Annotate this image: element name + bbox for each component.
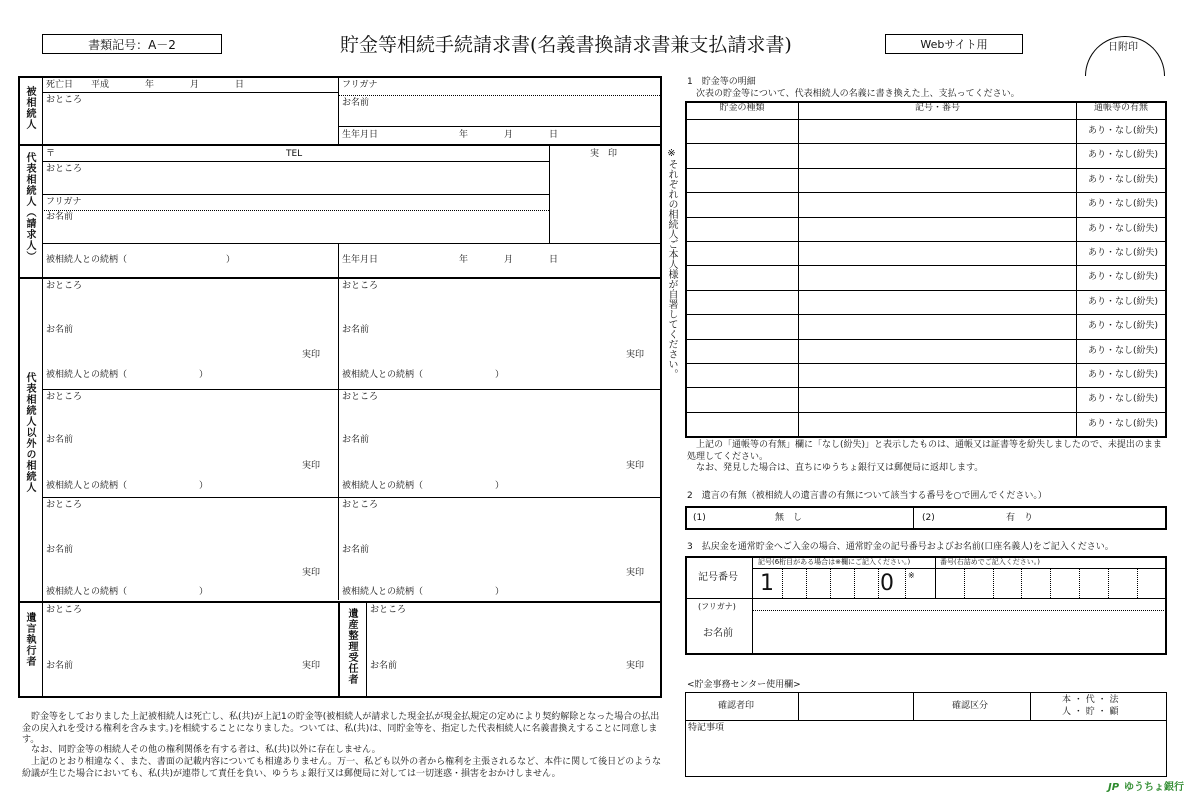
heir2-right-address[interactable]: おところ bbox=[342, 392, 379, 402]
deposit-type-cell[interactable] bbox=[686, 364, 798, 386]
left-form-frame bbox=[18, 76, 662, 698]
bottom-para-3: 上記のとおり相違なく、また、書面の記載内容についても相違ありません。万一、私ども以外の者から権利を主張されるなど、本件に関して後日どのような紛議が生じた場合においても、私(共)が連帯して責任を負い、ゆうちょ銀行又は郵便局に対しては一切迷惑・損害をおかけしません。 bbox=[22, 757, 662, 779]
kigo-note: 記号(6桁目がある場合は※欄にご記入ください。) bbox=[758, 558, 911, 566]
account-digit-6[interactable]: 0 bbox=[880, 571, 894, 596]
rep-name-label[interactable]: お名前 bbox=[46, 212, 74, 222]
deposit-passbook-cell[interactable]: あり・なし(紛失) bbox=[1088, 321, 1159, 332]
deposit-passbook-cell[interactable]: あり・なし(紛失) bbox=[1088, 394, 1159, 405]
heir1-right-relation[interactable]: 被相続人との続柄（ ） bbox=[342, 370, 505, 380]
heir2-right-relation[interactable]: 被相続人との続柄（ ） bbox=[342, 481, 505, 491]
heir3-left-relation[interactable]: 被相続人との続柄（ ） bbox=[46, 587, 209, 597]
deposit-passbook-cell[interactable]: あり・なし(紛失) bbox=[1088, 174, 1159, 185]
deposit-number-cell[interactable] bbox=[799, 388, 1075, 410]
deposit-number-cell[interactable] bbox=[799, 193, 1075, 215]
kigo-digit-divider bbox=[782, 569, 783, 598]
s1-note1: 上記の「通帳等の有無」欄に「なし(紛失)」と表示したものは、通帳又は証書等を紛失しましたので、未提出のまま処理してください。 bbox=[687, 440, 1162, 462]
bango-note: 番号(右詰めでご記入ください。) bbox=[940, 558, 1040, 566]
rep-furigana-label[interactable]: フリガナ bbox=[46, 197, 82, 207]
executor-seal: 実印 bbox=[302, 661, 321, 671]
office-heading: <貯金事務センター使用欄> bbox=[687, 680, 801, 690]
will-opt1-num: (1) bbox=[693, 513, 706, 523]
deposit-type-cell[interactable] bbox=[686, 315, 798, 337]
heir2-right-seal: 実印 bbox=[626, 461, 645, 471]
deposit-type-cell[interactable] bbox=[686, 242, 798, 264]
heir1-right-address[interactable]: おところ bbox=[342, 281, 379, 291]
heir2-left-name[interactable]: お名前 bbox=[46, 435, 74, 445]
deposit-type-cell[interactable] bbox=[686, 144, 798, 166]
heir3-right-relation[interactable]: 被相続人との続柄（ ） bbox=[342, 587, 505, 597]
deposit-passbook-cell[interactable]: あり・なし(紛失) bbox=[1088, 370, 1159, 380]
kigo-digit-divider bbox=[878, 569, 879, 598]
office-remarks: 特記事項 bbox=[688, 723, 725, 733]
deposit-passbook-cell[interactable]: あり・なし(紛失) bbox=[1088, 418, 1159, 429]
others-section-label: 代表相続人以外の相続人 bbox=[24, 372, 35, 493]
deposit-type-cell[interactable] bbox=[686, 169, 798, 191]
bank-logo-icon: JP bbox=[1108, 782, 1120, 793]
deposit-number-cell[interactable] bbox=[799, 291, 1075, 313]
estate-address[interactable]: おところ bbox=[370, 605, 407, 615]
deposit-number-cell[interactable] bbox=[799, 120, 1075, 142]
kigo-digit-divider bbox=[806, 569, 807, 598]
bango-digit-divider bbox=[1079, 569, 1080, 598]
s2-heading: 2 遺言の有無（被相続人の遺言書の有無について該当する番号を○で囲んでください。） bbox=[687, 491, 1047, 501]
s1-col-type: 貯金の種類 bbox=[719, 103, 765, 113]
heir1-left-seal: 実印 bbox=[302, 350, 321, 360]
deposit-passbook-cell[interactable]: あり・なし(紛失) bbox=[1088, 223, 1159, 234]
deposit-number-cell[interactable] bbox=[799, 340, 1075, 362]
deceased-name-label[interactable]: お名前 bbox=[342, 98, 370, 108]
web-badge: Webサイト用 bbox=[920, 38, 988, 51]
heir3-left-name[interactable]: お名前 bbox=[46, 545, 74, 555]
heir1-right-name[interactable]: お名前 bbox=[342, 325, 370, 335]
will-option-none[interactable]: 無 し bbox=[775, 513, 803, 523]
heir3-left-seal: 実印 bbox=[302, 568, 321, 578]
office-category-opts-2: 人 ・ 貯 ・ 顧 bbox=[1062, 707, 1119, 717]
heir3-left-address[interactable]: おところ bbox=[46, 500, 83, 510]
deposit-type-cell[interactable] bbox=[686, 291, 798, 313]
kigo-digit-divider bbox=[854, 569, 855, 598]
deposit-type-cell[interactable] bbox=[686, 120, 798, 142]
heir1-left-address[interactable]: おところ bbox=[46, 281, 83, 291]
rep-seal-label: 実 印 bbox=[590, 149, 618, 159]
date-stamp-label: 日附印 bbox=[1108, 42, 1138, 53]
deposit-type-cell[interactable] bbox=[686, 266, 798, 288]
deposit-type-cell[interactable] bbox=[686, 340, 798, 362]
heir1-left-name[interactable]: お名前 bbox=[46, 325, 74, 335]
heir1-left-relation[interactable]: 被相続人との続柄（ ） bbox=[46, 370, 209, 380]
bank-name: ゆうちょ銀行 bbox=[1124, 782, 1184, 793]
doc-code-box bbox=[42, 34, 222, 54]
web-badge-box bbox=[885, 34, 1023, 54]
deposit-number-cell[interactable] bbox=[799, 413, 1075, 435]
bango-digit-divider bbox=[1050, 569, 1051, 598]
executor-name[interactable]: お名前 bbox=[46, 661, 74, 671]
executor-section-label: 遺言執行者 bbox=[24, 612, 35, 667]
doc-code: 書類記号：A－2 bbox=[88, 37, 176, 52]
deposit-passbook-cell[interactable]: あり・なし(紛失) bbox=[1088, 150, 1159, 161]
rep-birth-label[interactable]: 生年月日 年 月 日 bbox=[342, 255, 559, 265]
bottom-para-2: なお、同貯金等の相続人その他の権利関係を有する者は、私(共)以外に存在しません。 bbox=[22, 745, 381, 755]
heir2-right-name[interactable]: お名前 bbox=[342, 435, 370, 445]
deceased-birth-label[interactable]: 生年月日 年 月 日 bbox=[342, 130, 559, 140]
deposit-type-cell[interactable] bbox=[686, 193, 798, 215]
will-option-exists[interactable]: 有 り bbox=[1006, 513, 1034, 523]
deposit-passbook-cell[interactable]: あり・なし(紛失) bbox=[1088, 272, 1159, 283]
deposit-type-cell[interactable] bbox=[686, 413, 798, 435]
s1-note2: なお、発見した場合は、直ちにゆうちょ銀行又は郵便局に返却します。 bbox=[687, 463, 984, 473]
heir2-left-address[interactable]: おところ bbox=[46, 392, 83, 402]
side-note: ※それぞれの相続人ご本人様が自署してください。 bbox=[666, 148, 677, 379]
bango-digit-divider bbox=[993, 569, 994, 598]
rep-postal-label[interactable]: 〒 bbox=[46, 149, 56, 159]
bango-digit-divider bbox=[1137, 569, 1138, 598]
bottom-para-1: 貯金等をしておりました上記被相続人は死亡し、私(共)が上記1の貯金等(被相続人が請求した現金払が現金払規定の定めにより契約解除となった場合の払出金の戻入れを受ける権利を含みます。)を相続することになりました。ついては、私(共)は、同貯金等を、指定した代表相続人に名義書換えすることに同意します。 bbox=[22, 712, 660, 745]
representative-section-label: 代表相続人（請求人） bbox=[24, 152, 35, 262]
bango-digit-divider bbox=[964, 569, 965, 598]
deceased-address-label[interactable]: おところ bbox=[46, 95, 83, 105]
rep-relation-label[interactable]: 被相続人との続柄（ ） bbox=[46, 255, 236, 265]
deposit-passbook-cell[interactable]: あり・なし(紛失) bbox=[1088, 199, 1159, 210]
kigo-digit-divider bbox=[905, 569, 906, 598]
rep-address-label[interactable]: おところ bbox=[46, 164, 83, 174]
asterisk-mark: ※ bbox=[908, 571, 915, 580]
account-digit-1[interactable]: 1 bbox=[760, 571, 774, 596]
heir1-right-seal: 実印 bbox=[626, 350, 645, 360]
account-code-label: 記号番号 bbox=[698, 572, 738, 583]
rep-tel-label[interactable]: TEL bbox=[286, 149, 303, 159]
deceased-death-date[interactable]: 死亡日 平成 年 月 日 bbox=[46, 80, 245, 90]
deposit-number-cell[interactable] bbox=[799, 144, 1075, 166]
deposit-number-cell[interactable] bbox=[799, 315, 1075, 337]
s1-desc: 次表の貯金等について、代表相続人の名義に書き換えた上、支払ってください。 bbox=[687, 89, 1020, 99]
estate-name[interactable]: お名前 bbox=[370, 661, 398, 671]
kigo-digit-divider bbox=[830, 569, 831, 598]
office-confirmer: 確認者印 bbox=[718, 701, 755, 711]
office-category-opts-1: 本 ・ 代 ・ 法 bbox=[1062, 695, 1119, 705]
executor-address[interactable]: おところ bbox=[46, 605, 83, 615]
heir3-right-address[interactable]: おところ bbox=[342, 500, 379, 510]
account-furigana-label: (フリガナ) bbox=[698, 602, 736, 611]
deposit-number-cell[interactable] bbox=[799, 218, 1075, 240]
s3-heading: 3 払戻金を通常貯金へご入金の場合、通常貯金の記号番号およびお名前(口座名義人)をご記入ください。 bbox=[687, 542, 1114, 552]
will-opt2-num: (2) bbox=[922, 513, 935, 523]
bango-digit-divider bbox=[1021, 569, 1022, 598]
s1-col-number: 記号・番号 bbox=[914, 103, 960, 113]
deposit-number-cell[interactable] bbox=[799, 266, 1075, 288]
s1-heading: 1 貯金等の明細 bbox=[687, 77, 756, 87]
deposit-number-cell[interactable] bbox=[799, 169, 1075, 191]
deposit-passbook-cell[interactable]: あり・なし(紛失) bbox=[1088, 248, 1159, 258]
deposit-type-cell[interactable] bbox=[686, 218, 798, 240]
deposit-passbook-cell[interactable]: あり・なし(紛失) bbox=[1088, 345, 1159, 356]
page-title: 貯金等相続手続請求書(名義書換請求書兼支払請求書) bbox=[340, 34, 792, 56]
estate-seal: 実印 bbox=[626, 661, 645, 671]
deposit-number-cell[interactable] bbox=[799, 364, 1075, 386]
heir3-right-name[interactable]: お名前 bbox=[342, 545, 370, 555]
deceased-section-label: 被相続人 bbox=[24, 86, 35, 130]
account-box bbox=[685, 556, 1167, 655]
account-name-label: お名前 bbox=[703, 628, 733, 639]
deposit-passbook-cell[interactable]: あり・なし(紛失) bbox=[1088, 296, 1159, 307]
deposit-passbook-cell[interactable]: あり・なし(紛失) bbox=[1088, 126, 1159, 136]
estate-section-label: 遺産整理受任者 bbox=[346, 608, 357, 685]
heir2-left-seal: 実印 bbox=[302, 461, 321, 471]
heir3-right-seal: 実印 bbox=[626, 568, 645, 578]
deposit-number-cell[interactable] bbox=[799, 242, 1075, 264]
deposit-type-cell[interactable] bbox=[686, 388, 798, 410]
s1-col-passbook: 通帳等の有無 bbox=[1093, 103, 1148, 113]
bango-digit-divider bbox=[1108, 569, 1109, 598]
heir2-left-relation[interactable]: 被相続人との続柄（ ） bbox=[46, 481, 209, 491]
office-category: 確認区分 bbox=[952, 701, 989, 711]
deceased-furigana-label[interactable]: フリガナ bbox=[342, 80, 378, 90]
